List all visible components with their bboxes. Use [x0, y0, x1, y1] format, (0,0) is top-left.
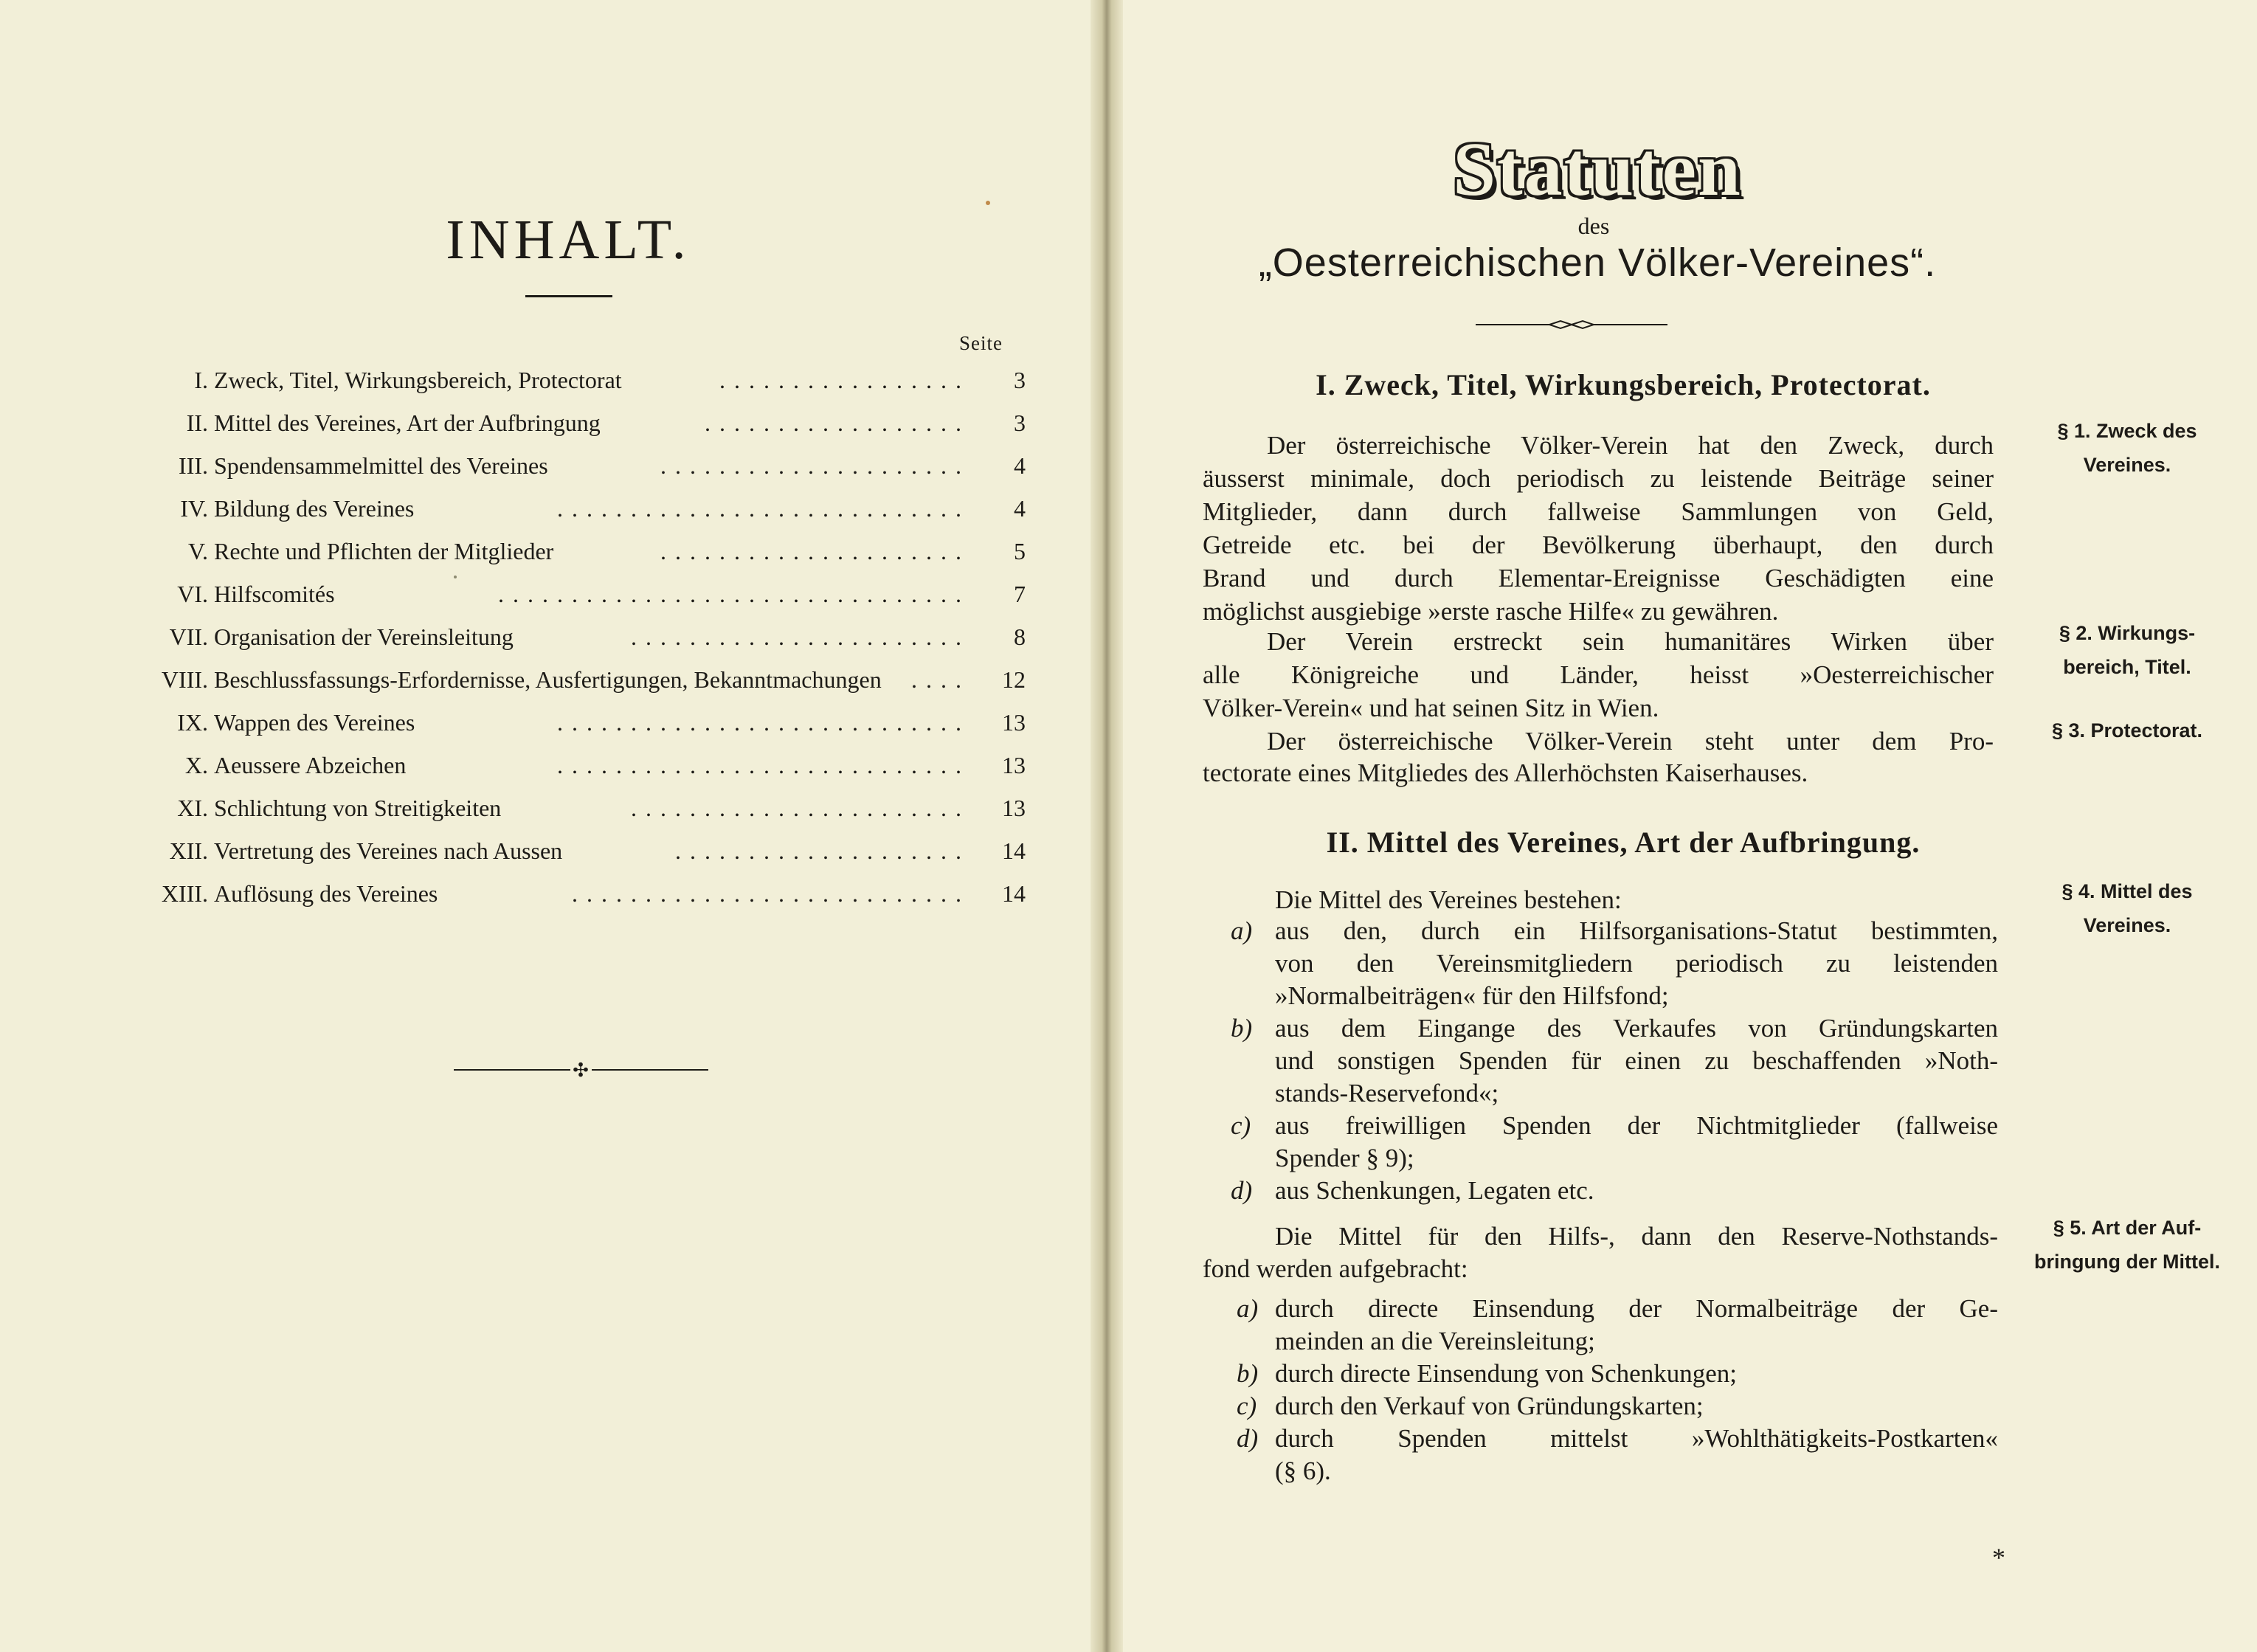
toc-number: XI. — [177, 795, 208, 821]
list-item-line: aus Schenkungen, Legaten etc. — [1275, 1176, 1594, 1205]
list-item-line: aus den, durch ein Hilfsorganisations-Statut bestimmten, — [1275, 916, 1998, 945]
section1-line: Der Verein erstreckt sein humanitäres Wirken über — [1267, 627, 1994, 656]
section2-paragraph-line: fond werden aufgebracht: — [1203, 1254, 1468, 1283]
contents-title: INHALT. — [446, 209, 691, 271]
toc-number: VI. — [177, 581, 208, 607]
section1-line: äusserst minimale, doch periodisch zu leistende Beiträge seiner — [1203, 464, 1994, 493]
ornament-divider — [454, 1059, 708, 1081]
ornament-divider — [1476, 316, 1667, 333]
footnote-mark: * — [1992, 1543, 2005, 1572]
toc-number: IV. — [180, 495, 208, 522]
toc-row — [140, 658, 1026, 701]
section1-line: alle Königreiche und Länder, heisst »Oesterreichischer — [1203, 660, 1994, 689]
toc-page-number: 13 — [1002, 752, 1026, 778]
toc-dot-leader: .................. — [705, 409, 970, 436]
margin-note: Vereines. — [2083, 454, 2171, 476]
toc-row — [140, 701, 1026, 744]
toc-page-number: 4 — [1014, 452, 1026, 479]
title-des: des — [1577, 212, 1610, 239]
margin-note: § 1. Zweck des — [2057, 420, 2197, 442]
toc-dot-leader: ....................... — [631, 623, 970, 650]
toc-row — [140, 872, 1026, 915]
section2-intro: Die Mittel des Vereines bestehen: — [1275, 885, 1622, 914]
page-column-label: Seite — [959, 332, 1003, 354]
toc-row — [140, 530, 1026, 573]
svg-text:✣: ✣ — [573, 1060, 589, 1081]
toc-dot-leader: ........................... — [572, 880, 970, 907]
margin-note: § 3. Protectorat. — [2051, 719, 2203, 742]
toc-row — [140, 573, 1026, 615]
list-item-line: Spender § 9); — [1275, 1144, 1414, 1172]
toc-number: V. — [188, 538, 208, 564]
margin-note: bringung der Mittel. — [2034, 1251, 2220, 1273]
list-item-line: (§ 6). — [1275, 1456, 1331, 1485]
statutes-title: Statuten — [1453, 127, 1742, 212]
toc-dot-leader: ....................... — [631, 795, 970, 821]
margin-note: § 5. Art der Auf- — [2053, 1217, 2202, 1239]
toc-title: Hilfscomités — [214, 581, 335, 607]
toc-title: Zweck, Titel, Wirkungsbereich, Protectorat — [214, 367, 622, 393]
list-item-line: »Normalbeiträgen« für den Hilfsfond; — [1275, 981, 1669, 1010]
toc-page-number: 7 — [1014, 581, 1026, 607]
margin-note: Vereines. — [2083, 914, 2171, 936]
toc-page-number: 4 — [1014, 495, 1026, 522]
toc-page-number: 14 — [1002, 880, 1026, 907]
section1-line: Der österreichische Völker-Verein hat den Zweck, durch — [1267, 431, 1994, 460]
list-label: d) — [1231, 1176, 1253, 1205]
toc-dot-leader: ............................ — [557, 495, 970, 522]
toc-number: X. — [184, 752, 208, 778]
toc-page-number: 13 — [1002, 709, 1026, 736]
toc-number: II. — [186, 409, 208, 436]
list-label: b) — [1237, 1359, 1259, 1388]
toc-title: Auflösung des Vereines — [214, 880, 438, 907]
section1-line: tectorate eines Mitgliedes des Allerhöchsten Kaiserhauses. — [1203, 758, 1808, 787]
toc-dot-leader: ..................... — [660, 538, 970, 564]
toc-row — [140, 615, 1026, 658]
list-label: b) — [1231, 1014, 1253, 1043]
toc-page-number: 8 — [1014, 623, 1026, 650]
list-item-line: meinden an die Vereinsleitung; — [1275, 1327, 1595, 1355]
toc-row — [140, 401, 1026, 444]
toc-number: VIII. — [161, 666, 208, 693]
margin-note: bereich, Titel. — [2063, 656, 2191, 678]
toc-title: Mittel des Vereines, Art der Aufbringung — [214, 409, 601, 436]
toc-page-number: 3 — [1014, 367, 1026, 393]
list-label: d) — [1237, 1424, 1259, 1453]
list-item-line: aus dem Eingange des Verkaufes von Gründungskarten — [1275, 1014, 1998, 1043]
toc-row — [140, 359, 1026, 401]
section1-line: Mitglieder, dann durch fallweise Sammlungen von Geld, — [1203, 497, 1994, 526]
toc-number: I. — [194, 367, 208, 393]
toc-title: Bildung des Vereines — [214, 495, 415, 522]
section1-line: möglichst ausgiebige »erste rasche Hilfe« zu gewähren. — [1203, 597, 1779, 626]
list-label: c) — [1237, 1392, 1257, 1420]
toc-row — [140, 487, 1026, 530]
section1-line: Brand und durch Elementar-Ereignisse Geschädigten eine — [1203, 564, 1994, 592]
toc-dot-leader: ............................ — [557, 752, 970, 778]
toc-page-number: 13 — [1002, 795, 1026, 821]
list-item-line: durch directe Einsendung der Normalbeiträge der Ge- — [1275, 1294, 1998, 1323]
list-item-line: von den Vereinsmitgliedern periodisch zu leistenden — [1275, 949, 1998, 978]
section1-line: Völker-Verein« und hat seinen Sitz in Wien. — [1203, 694, 1659, 722]
list-item-line: aus freiwilligen Spenden der Nichtmitglieder (fallweise — [1275, 1111, 1998, 1140]
toc-row — [140, 744, 1026, 787]
toc-page-number: 3 — [1014, 409, 1026, 436]
list-item-line: und sonstigen Spenden für einen zu beschaffenden »Noth- — [1275, 1046, 1998, 1075]
toc-title: Schlichtung von Streitigkeiten — [214, 795, 502, 821]
section-heading: II. Mittel des Vereines, Art der Aufbringung. — [1326, 826, 1921, 859]
list-item-line: durch Spenden mittelst »Wohlthätigkeits-Postkarten« — [1275, 1424, 1998, 1453]
book-gutter — [1091, 0, 1123, 1652]
toc-dot-leader: .................... — [675, 837, 970, 864]
toc-row — [140, 444, 1026, 487]
toc-title: Beschlussfassungs-Erfordernisse, Ausfertigungen, Bekanntmachungen — [214, 666, 882, 693]
list-label: a) — [1231, 916, 1253, 945]
section-heading: I. Zweck, Titel, Wirkungsbereich, Protectorat. — [1316, 368, 1931, 401]
section2-paragraph-line: Die Mittel für den Hilfs-, dann den Reserve-Nothstands- — [1275, 1222, 1998, 1251]
toc-page-number: 14 — [1002, 837, 1026, 864]
toc-number: XIII. — [161, 880, 208, 907]
toc-page-number: 12 — [1002, 666, 1026, 693]
toc-title: Wappen des Vereines — [214, 709, 415, 736]
toc-page-number: 5 — [1014, 538, 1026, 564]
section1-line: Getreide etc. bei der Bevölkerung überhaupt, den durch — [1203, 530, 1994, 559]
toc-dot-leader: ................. — [719, 367, 970, 393]
toc-dot-leader: ............................ — [557, 709, 970, 736]
margin-note: § 2. Wirkungs- — [2059, 622, 2196, 644]
list-item-line: durch den Verkauf von Gründungskarten; — [1275, 1392, 1704, 1420]
toc-dot-leader: ..................... — [660, 452, 970, 479]
margin-note: § 4. Mittel des — [2061, 880, 2193, 902]
toc-title: Spendensammelmittel des Vereines — [214, 452, 548, 479]
paper-speck — [986, 201, 990, 205]
toc-number: IX. — [177, 709, 208, 736]
list-item-line: durch directe Einsendung von Schenkungen; — [1275, 1359, 1737, 1388]
toc-dot-leader: .... — [911, 666, 970, 693]
list-item-line: stands-Reservefond«; — [1275, 1079, 1499, 1107]
toc-row — [140, 829, 1026, 872]
toc-title: Rechte und Pflichten der Mitglieder — [214, 538, 554, 564]
toc-number: III. — [179, 452, 208, 479]
toc-title: Organisation der Vereinsleitung — [214, 623, 514, 650]
paper-speck — [454, 576, 457, 578]
toc-dot-leader: ................................ — [498, 581, 970, 607]
title-rule — [525, 295, 612, 297]
list-label: c) — [1231, 1111, 1251, 1140]
toc-row — [140, 787, 1026, 829]
toc-title: Aeussere Abzeichen — [214, 752, 407, 778]
toc-title: Vertretung des Vereines nach Aussen — [214, 837, 563, 864]
toc-number: VII. — [169, 623, 208, 650]
list-label: a) — [1237, 1294, 1259, 1323]
association-name: „Oesterreichischen Völker-Vereines“. — [1258, 241, 1937, 285]
toc-number: XII. — [169, 837, 208, 864]
section1-line: Der österreichische Völker-Verein steht unter dem Pro- — [1267, 727, 1994, 756]
